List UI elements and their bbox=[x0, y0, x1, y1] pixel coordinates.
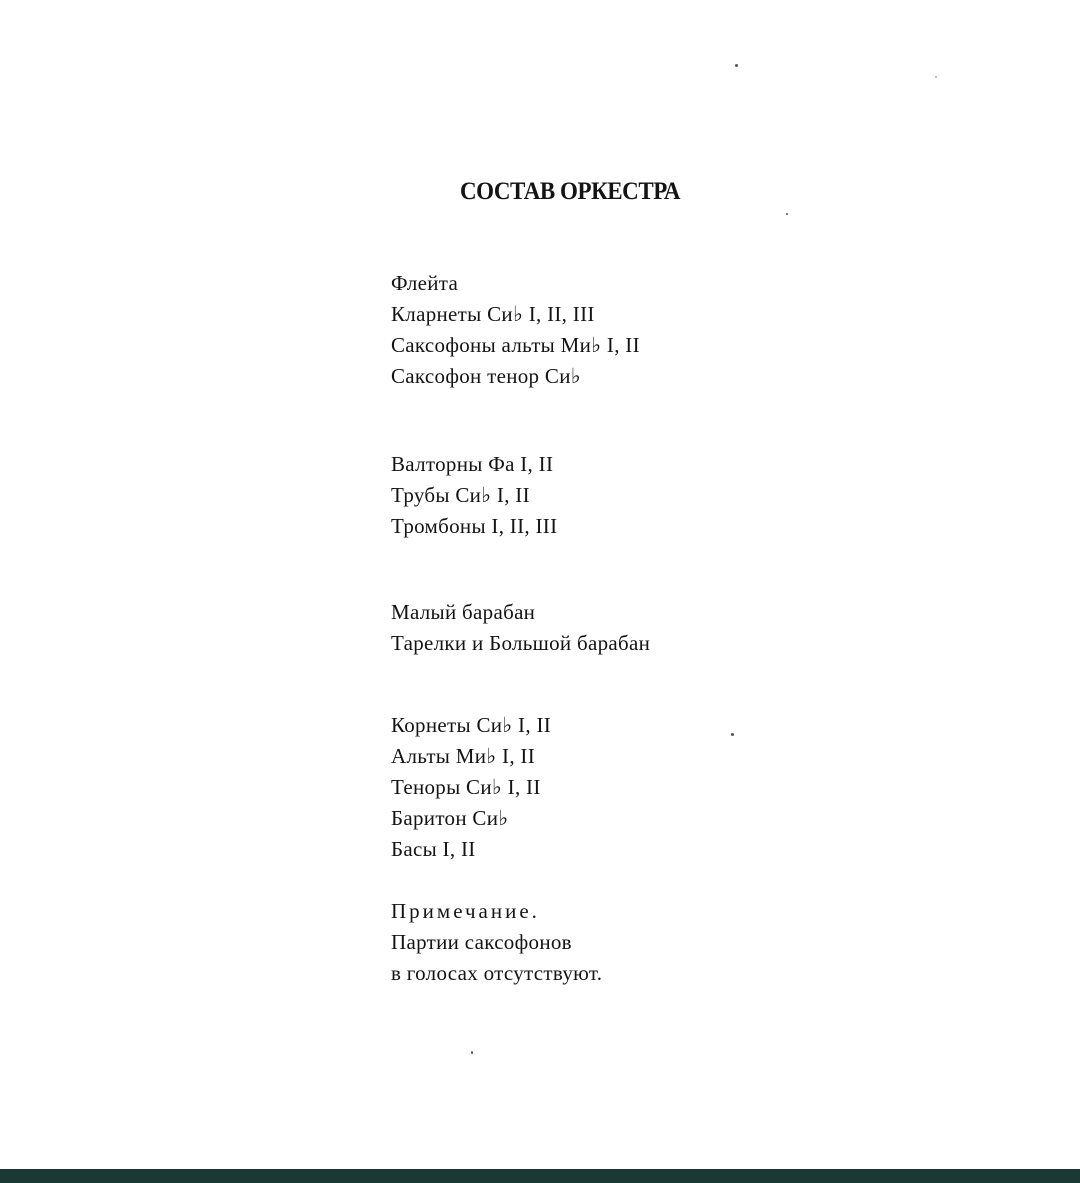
note-line: в голосах отсутствуют. bbox=[391, 961, 603, 985]
note-line: Партии саксофонов bbox=[391, 930, 572, 954]
instrument-line: Тарелки и Большой барабан bbox=[391, 631, 651, 655]
page-title: СОСТАВ ОРКЕСТРА bbox=[459, 178, 681, 205]
note-heading: Примечание. bbox=[391, 899, 540, 923]
instrument-line: Кларнеты Си♭ I, II, III bbox=[391, 302, 595, 326]
bottom-bar bbox=[0, 1169, 1080, 1183]
group-spacer bbox=[391, 392, 911, 449]
note-block bbox=[391, 896, 911, 989]
instrument-line: Баритон Си♭ bbox=[391, 806, 509, 830]
instrument-line: Басы I, II bbox=[391, 837, 476, 861]
brass-group bbox=[391, 449, 911, 542]
instrument-line: Саксофон тенор Си♭ bbox=[391, 364, 581, 388]
band-brass-group bbox=[391, 710, 911, 865]
group-spacer bbox=[391, 865, 911, 896]
instrument-line: Трубы Си♭ I, II bbox=[391, 483, 530, 507]
instrument-line: Теноры Си♭ I, II bbox=[391, 775, 541, 799]
instrument-line: Флейта bbox=[391, 271, 459, 295]
orchestra-list bbox=[391, 268, 911, 989]
instrument-line: Саксофоны альты Ми♭ I, II bbox=[391, 333, 640, 357]
woodwinds-group bbox=[391, 268, 911, 392]
instrument-line: Тромбоны I, II, III bbox=[391, 514, 558, 538]
scan-speck bbox=[735, 64, 738, 67]
scan-speck bbox=[471, 1051, 473, 1054]
group-spacer bbox=[391, 542, 911, 597]
scan-speck bbox=[731, 733, 734, 736]
instrument-line: Валторны Фа I, II bbox=[391, 452, 554, 476]
instrument-line: Альты Ми♭ I, II bbox=[391, 744, 536, 768]
group-spacer bbox=[391, 659, 911, 710]
percussion-group bbox=[391, 597, 911, 659]
scan-speck bbox=[935, 76, 937, 78]
scan-speck bbox=[786, 213, 788, 215]
instrument-line: Корнеты Си♭ I, II bbox=[391, 713, 552, 737]
instrument-line: Малый барабан bbox=[391, 600, 536, 624]
